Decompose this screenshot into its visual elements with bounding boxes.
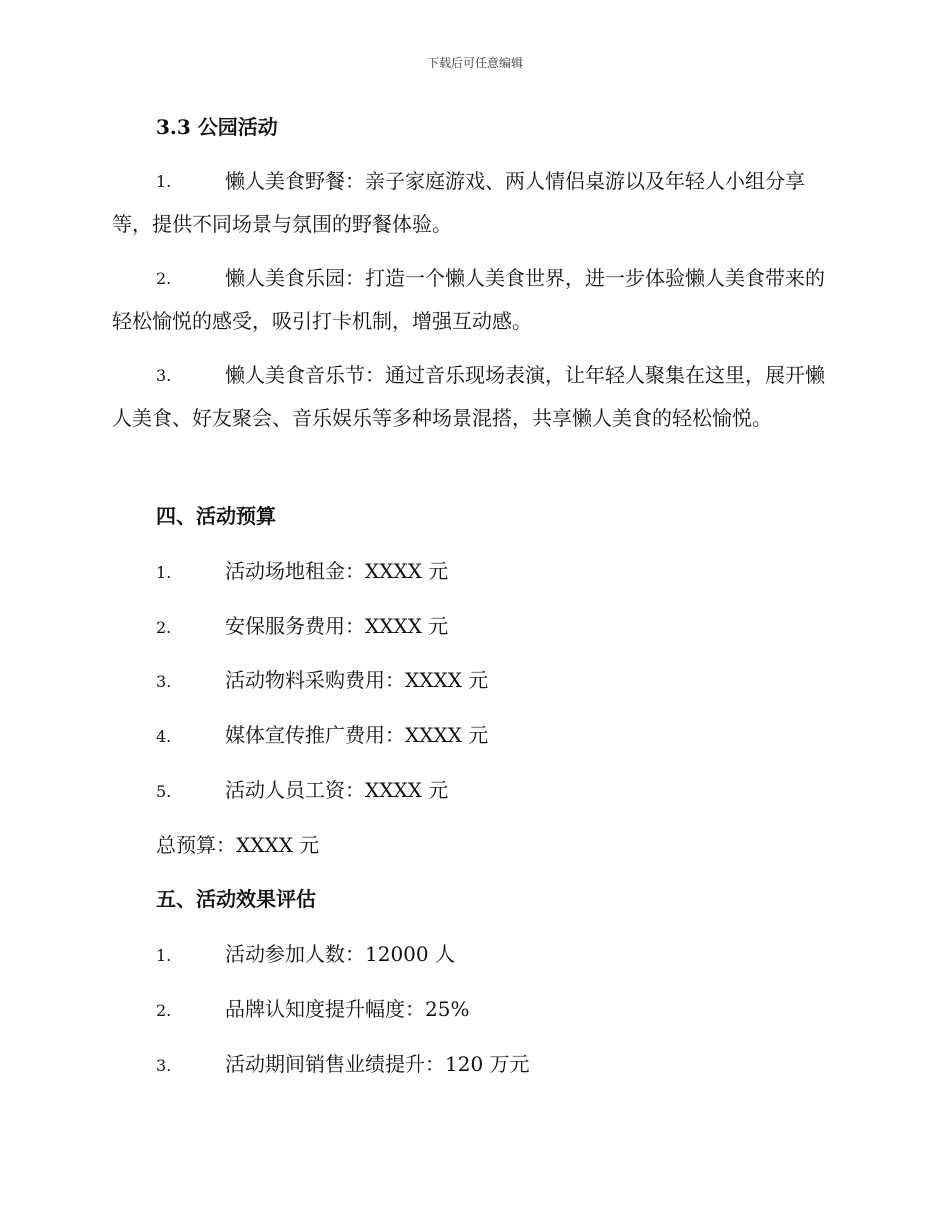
- list-number: 3.: [156, 672, 172, 691]
- list-number: 5.: [156, 782, 172, 801]
- list-number: 2.: [156, 618, 172, 637]
- total-budget: 总预算：XXXX 元: [156, 833, 320, 857]
- list-item: [156, 994, 469, 1026]
- list-text: 品牌认知度提升幅度：25%: [225, 997, 470, 1021]
- list-text: 活动场地租金：XXXX 元: [225, 559, 449, 583]
- list-number: 1.: [156, 172, 172, 191]
- list-text: 懒人美食音乐节：通过音乐现场表演，让年轻人聚集在这里，展开懒人美食、好友聚会、音乐娱乐等多种场景混搭，共享懒人美食的轻松愉悦。: [112, 363, 825, 430]
- list-number: 1.: [156, 946, 172, 965]
- section-heading-evaluation: 五、活动效果评估: [156, 887, 316, 911]
- list-item: [156, 775, 448, 807]
- list-item: [156, 1049, 530, 1081]
- list-text: 懒人美食乐园：打造一个懒人美食世界，进一步体验懒人美食带来的轻松愉悦的感受，吸引打卡机制，增强互动感。: [112, 266, 825, 333]
- list-text: 活动期间销售业绩提升：120 万元: [225, 1052, 530, 1076]
- list-number: 3.: [156, 366, 172, 385]
- list-item: [156, 720, 488, 752]
- list-item: [112, 354, 832, 440]
- list-number: 2.: [156, 1001, 172, 1020]
- list-text: 安保服务费用：XXXX 元: [225, 614, 449, 638]
- list-item: [156, 611, 448, 643]
- list-number: 1.: [156, 563, 172, 582]
- list-item: [156, 556, 448, 588]
- list-text: 媒体宣传推广费用：XXXX 元: [225, 723, 489, 747]
- list-item: [156, 939, 455, 971]
- list-text: 懒人美食野餐：亲子家庭游戏、两人情侣桌游以及年轻人小组分享等，提供不同场景与氛围的野餐体验。: [112, 169, 805, 236]
- list-number: 2.: [156, 269, 172, 288]
- list-item: [156, 665, 488, 697]
- section-heading-budget: 四、活动预算: [156, 504, 276, 528]
- list-number: 3.: [156, 1056, 172, 1075]
- list-text: 活动参加人数：12000 人: [225, 942, 455, 966]
- header-note: 下载后可任意编辑: [426, 56, 523, 70]
- list-item: [112, 257, 832, 343]
- list-text: 活动人员工资：XXXX 元: [225, 778, 449, 802]
- list-number: 4.: [156, 727, 172, 746]
- section-heading-park-activities: 3.3 公园活动: [156, 115, 278, 139]
- list-item: [112, 160, 832, 246]
- list-text: 活动物料采购费用：XXXX 元: [225, 668, 489, 692]
